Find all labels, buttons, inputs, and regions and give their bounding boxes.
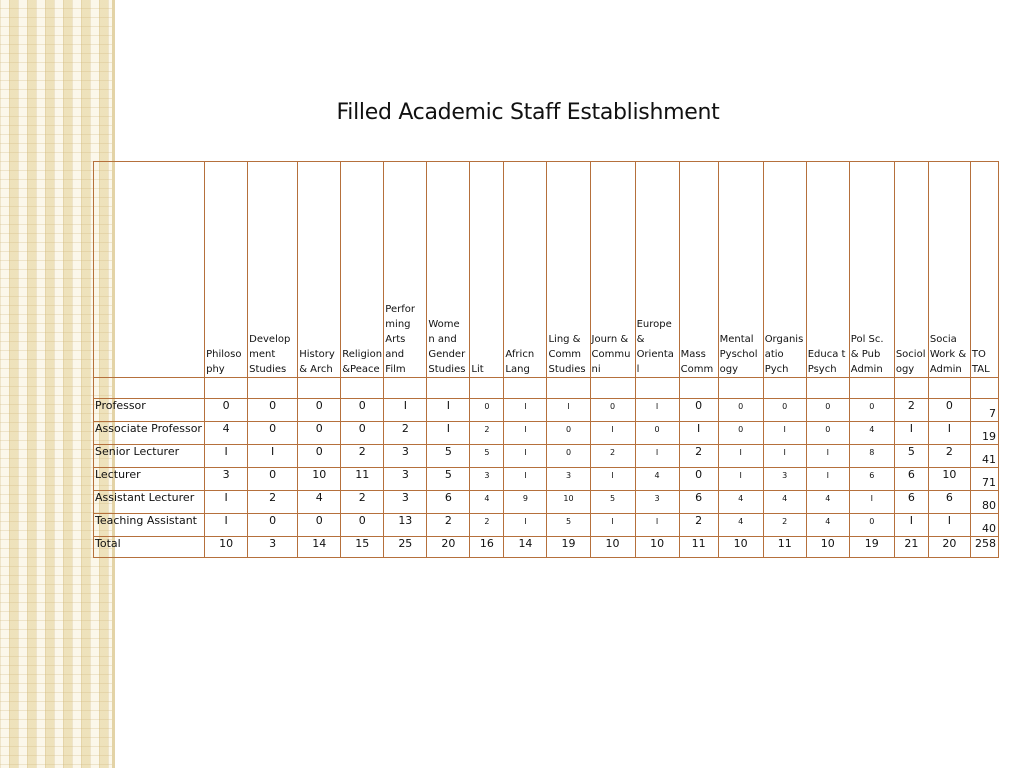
table-cell: I — [547, 399, 590, 422]
column-header-lit: Lit — [470, 162, 504, 378]
table-cell: I — [590, 422, 635, 445]
row-label: Professor — [94, 399, 205, 422]
table-cell: 0 — [718, 422, 763, 445]
spacer-cell — [384, 378, 427, 399]
table-cell: 3 — [547, 468, 590, 491]
table-cell: 3 — [384, 445, 427, 468]
table-cell: 2 — [427, 514, 470, 537]
column-header-africn-lang: Africn Lang — [504, 162, 547, 378]
table-cell: 3 — [384, 491, 427, 514]
table-cell: 0 — [341, 514, 384, 537]
total-row — [94, 537, 999, 558]
table-cell: 9 — [504, 491, 547, 514]
table-cell: 2 — [470, 514, 504, 537]
spacer-cell — [894, 378, 928, 399]
table-cell: 20 — [427, 537, 470, 558]
column-header-organis-atio-pych: Organis atio Pych — [763, 162, 806, 378]
table-cell: 5 — [547, 514, 590, 537]
table-cell: 15 — [341, 537, 384, 558]
row-label: Assistant Lecturer — [94, 491, 205, 514]
table-cell: 4 — [718, 514, 763, 537]
table-cell: 10 — [547, 491, 590, 514]
table-cell: 0 — [248, 468, 298, 491]
spacer-cell — [806, 378, 849, 399]
header-row — [94, 162, 999, 378]
column-header-to-tal: TO TAL — [970, 162, 998, 378]
spacer-cell — [849, 378, 894, 399]
table-row — [94, 422, 999, 445]
table-cell: I — [806, 445, 849, 468]
column-header-sociol-ogy: Sociol ogy — [894, 162, 928, 378]
table-cell: 2 — [894, 399, 928, 422]
table-cell: 6 — [427, 491, 470, 514]
table-cell: 0 — [248, 514, 298, 537]
table-cell: 5 — [427, 468, 470, 491]
header-cell-blank — [94, 162, 205, 378]
table-cell: 10 — [806, 537, 849, 558]
table-cell: 19 — [849, 537, 894, 558]
table-cell: 0 — [205, 399, 248, 422]
table-cell: I — [205, 445, 248, 468]
table-cell: I — [248, 445, 298, 468]
row-total-cell: 41 — [970, 445, 998, 468]
table-cell: I — [718, 468, 763, 491]
table-cell: 10 — [205, 537, 248, 558]
row-label: Teaching Assistant — [94, 514, 205, 537]
column-header-mental-pyschol-ogy: Mental Pyschol ogy — [718, 162, 763, 378]
column-header-philoso-phy: Philoso phy — [205, 162, 248, 378]
table-cell: 21 — [894, 537, 928, 558]
table-cell: 4 — [763, 491, 806, 514]
table-cell: I — [718, 445, 763, 468]
table-cell: I — [763, 422, 806, 445]
column-header-educa-t-psych: Educa t Psych — [806, 162, 849, 378]
table-cell: I — [384, 399, 427, 422]
table-cell: 0 — [341, 422, 384, 445]
table-row — [94, 468, 999, 491]
table-cell: 10 — [928, 468, 970, 491]
table-cell: 10 — [635, 537, 679, 558]
column-header-religion-peace: Religion &Peace — [341, 162, 384, 378]
table-cell: 3 — [763, 468, 806, 491]
spacer-cell — [679, 378, 718, 399]
table-cell: 2 — [341, 445, 384, 468]
column-header-wome-n-and-gender-studies: Wome n and Gender Studies — [427, 162, 470, 378]
column-header-mass-comm: Mass Comm — [679, 162, 718, 378]
table-cell: 2 — [763, 514, 806, 537]
table-cell: 11 — [341, 468, 384, 491]
table-cell: 10 — [718, 537, 763, 558]
table-cell: I — [806, 468, 849, 491]
table-cell: I — [928, 514, 970, 537]
table-cell: I — [427, 422, 470, 445]
column-header-pol-sc-pub-admin: Pol Sc. & Pub Admin — [849, 162, 894, 378]
table-cell: 4 — [718, 491, 763, 514]
table-row — [94, 445, 999, 468]
column-header-socia-work-admin: Socia Work & Admin — [928, 162, 970, 378]
table-cell: 6 — [894, 491, 928, 514]
table-cell: 11 — [679, 537, 718, 558]
table-cell: 6 — [894, 468, 928, 491]
table-cell: 2 — [248, 491, 298, 514]
column-header-history-arch: History & Arch — [298, 162, 341, 378]
table-cell: 0 — [470, 399, 504, 422]
table-cell: I — [635, 514, 679, 537]
row-total-cell: 40 — [970, 514, 998, 537]
table-cell: 10 — [590, 537, 635, 558]
table-cell: 6 — [679, 491, 718, 514]
slide-title: Filled Academic Staff Establishment — [336, 100, 720, 125]
table-cell: I — [590, 514, 635, 537]
spacer-cell — [427, 378, 470, 399]
table-cell: 2 — [928, 445, 970, 468]
spacer-cell — [298, 378, 341, 399]
table-cell: 25 — [384, 537, 427, 558]
column-header-journ-commu-ni: Journ & Commu ni — [590, 162, 635, 378]
table-cell: 5 — [427, 445, 470, 468]
table-row — [94, 399, 999, 422]
table-cell: 0 — [849, 399, 894, 422]
table-cell: 0 — [248, 399, 298, 422]
table-cell: 3 — [470, 468, 504, 491]
table-cell: I — [763, 445, 806, 468]
spacer-cell — [590, 378, 635, 399]
table-cell: 0 — [248, 422, 298, 445]
column-header-perfor-ming-arts-and-film: Perfor ming Arts and Film — [384, 162, 427, 378]
spacer-cell — [970, 378, 998, 399]
table-cell: 2 — [384, 422, 427, 445]
table-cell: I — [679, 422, 718, 445]
table-cell: 0 — [298, 445, 341, 468]
spacer-cell — [341, 378, 384, 399]
table-cell: I — [849, 491, 894, 514]
spacer-row — [94, 378, 999, 399]
column-header-develop-ment-studies: Develop ment Studies — [248, 162, 298, 378]
spacer-cell — [928, 378, 970, 399]
table-cell: 20 — [928, 537, 970, 558]
spacer-cell — [547, 378, 590, 399]
table-cell: I — [894, 422, 928, 445]
table-cell: 3 — [635, 491, 679, 514]
table-cell: 4 — [806, 491, 849, 514]
table-cell: 0 — [718, 399, 763, 422]
table-cell: 13 — [384, 514, 427, 537]
table-cell: 0 — [679, 399, 718, 422]
spacer-cell — [504, 378, 547, 399]
table-cell: 0 — [806, 422, 849, 445]
column-header-ling-comm-studies: Ling & Comm Studies — [547, 162, 590, 378]
table-cell: 4 — [849, 422, 894, 445]
table-cell: 11 — [763, 537, 806, 558]
table-cell: 4 — [298, 491, 341, 514]
spacer-cell — [205, 378, 248, 399]
row-total-cell: 258 — [970, 537, 998, 558]
table-cell: 0 — [298, 399, 341, 422]
table-cell: 8 — [849, 445, 894, 468]
row-total-cell: 71 — [970, 468, 998, 491]
table-cell: 0 — [679, 468, 718, 491]
table-cell: I — [894, 514, 928, 537]
spacer-cell — [470, 378, 504, 399]
table-cell: I — [427, 399, 470, 422]
row-label: Total — [94, 537, 205, 558]
table-cell: 5 — [470, 445, 504, 468]
table-cell: 4 — [806, 514, 849, 537]
table-cell: I — [928, 422, 970, 445]
table-cell: 2 — [679, 445, 718, 468]
table-cell: 3 — [384, 468, 427, 491]
table-cell: 0 — [928, 399, 970, 422]
table-cell: 4 — [205, 422, 248, 445]
table-cell: 2 — [679, 514, 718, 537]
spacer-cell — [718, 378, 763, 399]
table-cell: I — [635, 445, 679, 468]
table-cell: I — [504, 445, 547, 468]
table-cell: 19 — [547, 537, 590, 558]
table-cell: 3 — [205, 468, 248, 491]
table-cell: 16 — [470, 537, 504, 558]
row-label: Associate Professor — [94, 422, 205, 445]
table-cell: 6 — [928, 491, 970, 514]
table-cell: I — [205, 514, 248, 537]
spacer-cell — [94, 378, 205, 399]
table-cell: 5 — [894, 445, 928, 468]
table-cell: 0 — [341, 399, 384, 422]
staff-table — [93, 161, 999, 558]
table-cell: 0 — [547, 422, 590, 445]
table-cell: 14 — [298, 537, 341, 558]
spacer-cell — [635, 378, 679, 399]
table-cell: I — [504, 468, 547, 491]
table-cell: 0 — [590, 399, 635, 422]
table-cell: 10 — [298, 468, 341, 491]
table-cell: 0 — [298, 422, 341, 445]
table-cell: 4 — [635, 468, 679, 491]
row-total-cell: 80 — [970, 491, 998, 514]
table-cell: I — [635, 399, 679, 422]
row-total-cell: 19 — [970, 422, 998, 445]
table-cell: 0 — [849, 514, 894, 537]
table-cell: I — [205, 491, 248, 514]
column-header-europe-orienta-l: Europe & Orienta l — [635, 162, 679, 378]
table-row — [94, 514, 999, 537]
table-cell: 14 — [504, 537, 547, 558]
table-cell: 4 — [470, 491, 504, 514]
table-cell: I — [504, 422, 547, 445]
table-cell: 5 — [590, 491, 635, 514]
table-cell: 2 — [590, 445, 635, 468]
table-row — [94, 491, 999, 514]
table-cell: 6 — [849, 468, 894, 491]
row-label: Senior Lecturer — [94, 445, 205, 468]
table-cell: 2 — [341, 491, 384, 514]
table-cell: 0 — [298, 514, 341, 537]
row-label: Lecturer — [94, 468, 205, 491]
spacer-cell — [763, 378, 806, 399]
table-cell: 0 — [763, 399, 806, 422]
table-cell: I — [504, 514, 547, 537]
table-cell: 3 — [248, 537, 298, 558]
row-total-cell: 7 — [970, 399, 998, 422]
table-cell: I — [590, 468, 635, 491]
table-cell: 0 — [547, 445, 590, 468]
table-cell: I — [504, 399, 547, 422]
spacer-cell — [248, 378, 298, 399]
table-cell: 0 — [806, 399, 849, 422]
table-cell: 0 — [635, 422, 679, 445]
table-cell: 2 — [470, 422, 504, 445]
